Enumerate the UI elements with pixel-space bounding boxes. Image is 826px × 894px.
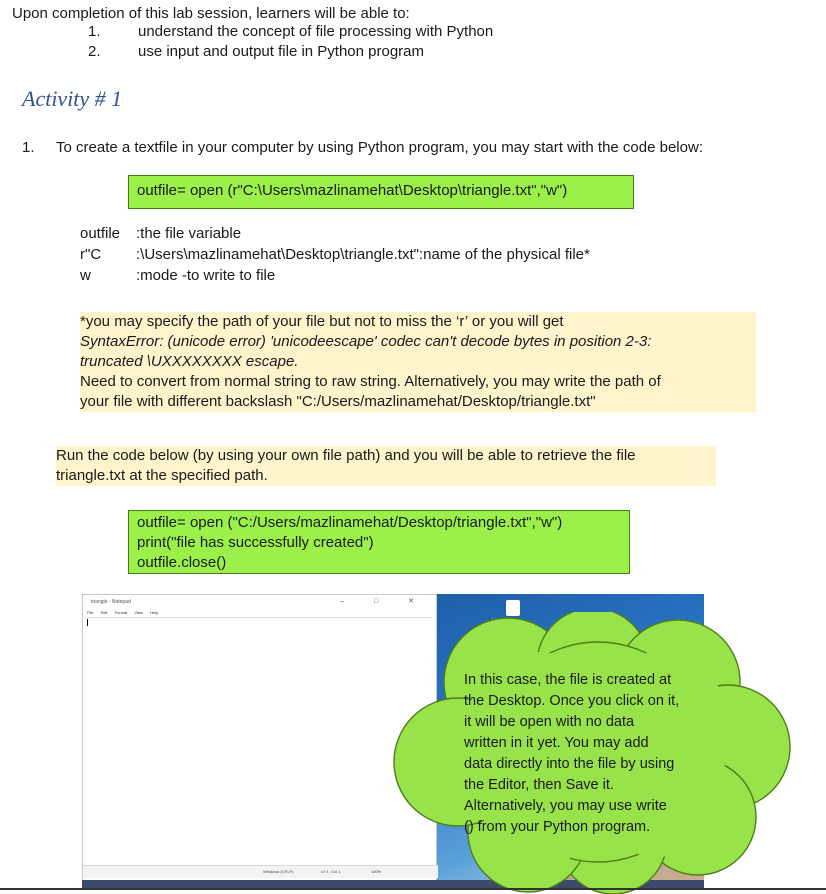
window-title: triangle - Notepad xyxy=(91,599,131,605)
definition-term: r"C xyxy=(80,246,102,263)
objective-number: 2. xyxy=(88,43,101,60)
menu-bar xyxy=(87,610,164,615)
callout-line: () from your Python program. xyxy=(464,819,651,835)
run-instruction xyxy=(56,446,716,486)
note-line: *you may specify the path of your file but not to miss the ‘r’ or you will get xyxy=(80,313,564,330)
callout-line: In this case, the file is created at xyxy=(464,672,672,688)
step-text: To create a textfile in your computer by using Python program, you may start with the code below: xyxy=(56,139,703,156)
callout-line: the Editor, then Save it. xyxy=(464,777,614,793)
code-line: outfile.close() xyxy=(137,554,227,571)
definition-desc: :\Users\mazlinamehat\Desktop\triangle.txt":name of the physical file* xyxy=(136,246,590,263)
callout-line: Alternatively, you may use write xyxy=(464,798,667,814)
status-encoding: Windows (CRLF) xyxy=(263,869,294,874)
definition-desc: :mode -to write to file xyxy=(136,267,276,284)
callout-line: the Desktop. Once you click on it, xyxy=(464,693,680,709)
notepad-window xyxy=(82,594,437,889)
page-bottom-rule xyxy=(0,888,826,890)
text-caret xyxy=(87,619,88,626)
menu-help[interactable]: Help xyxy=(150,610,159,615)
note-line: your file with different backslash "C:/Users/mazlinamehat/Desktop/triangle.txt" xyxy=(80,393,596,410)
code-line: outfile= open (r"C:\Users\mazlinamehat\Desktop\triangle.txt","w") xyxy=(137,182,568,199)
objective-text: understand the concept of file processing with Python xyxy=(138,23,494,40)
objectives-lead: Upon completion of this lab session, learners will be able to: xyxy=(12,5,410,22)
run-line: triangle.txt at the specified path. xyxy=(56,467,268,484)
note-line: SyntaxError: (unicode error) 'unicodeescape' codec can't decode bytes in position 2-3: xyxy=(80,333,652,350)
status-bar xyxy=(83,865,438,878)
menu-edit[interactable]: Edit xyxy=(100,610,108,615)
code-block-forward-slash xyxy=(128,510,630,574)
menu-view[interactable]: View xyxy=(134,610,144,615)
run-line: Run the code below (by using your own file path) and you will be able to retrieve the file xyxy=(56,447,636,464)
code-line: outfile= open ("C:/Users/mazlinamehat/Desktop/triangle.txt","w") xyxy=(137,514,563,531)
status-position: Ln 1, Col 1 xyxy=(321,869,341,874)
activity-heading: Activity # 1 xyxy=(22,86,123,111)
callout-line: data directly into the file by using xyxy=(464,756,675,772)
menu-file[interactable]: File xyxy=(87,610,94,615)
definition-term: w xyxy=(80,267,91,284)
step-number: 1. xyxy=(22,139,35,156)
status-zoom: 100% xyxy=(371,869,382,874)
callout-text xyxy=(464,670,700,838)
definition-desc: :the file variable xyxy=(136,225,242,242)
syntax-error-note xyxy=(80,312,756,412)
code-line: print("file has successfully created") xyxy=(137,534,374,551)
note-line: truncated \UXXXXXXXX escape. xyxy=(80,353,299,370)
code-block-open-raw xyxy=(128,175,634,209)
objective-number: 1. xyxy=(88,23,101,40)
callout-line: written in it yet. You may add xyxy=(464,735,649,751)
note-line: Need to convert from normal string to raw string. Alternatively, you may write the path of xyxy=(80,373,661,390)
menu-format[interactable]: Format xyxy=(114,610,128,615)
callout-line: it will be open with no data xyxy=(464,714,635,730)
objective-text: use input and output file in Python program xyxy=(138,43,425,60)
window-controls[interactable]: – □ ✕ xyxy=(340,598,428,605)
definition-term: outfile xyxy=(80,225,121,242)
text-editor-area[interactable] xyxy=(87,617,432,868)
